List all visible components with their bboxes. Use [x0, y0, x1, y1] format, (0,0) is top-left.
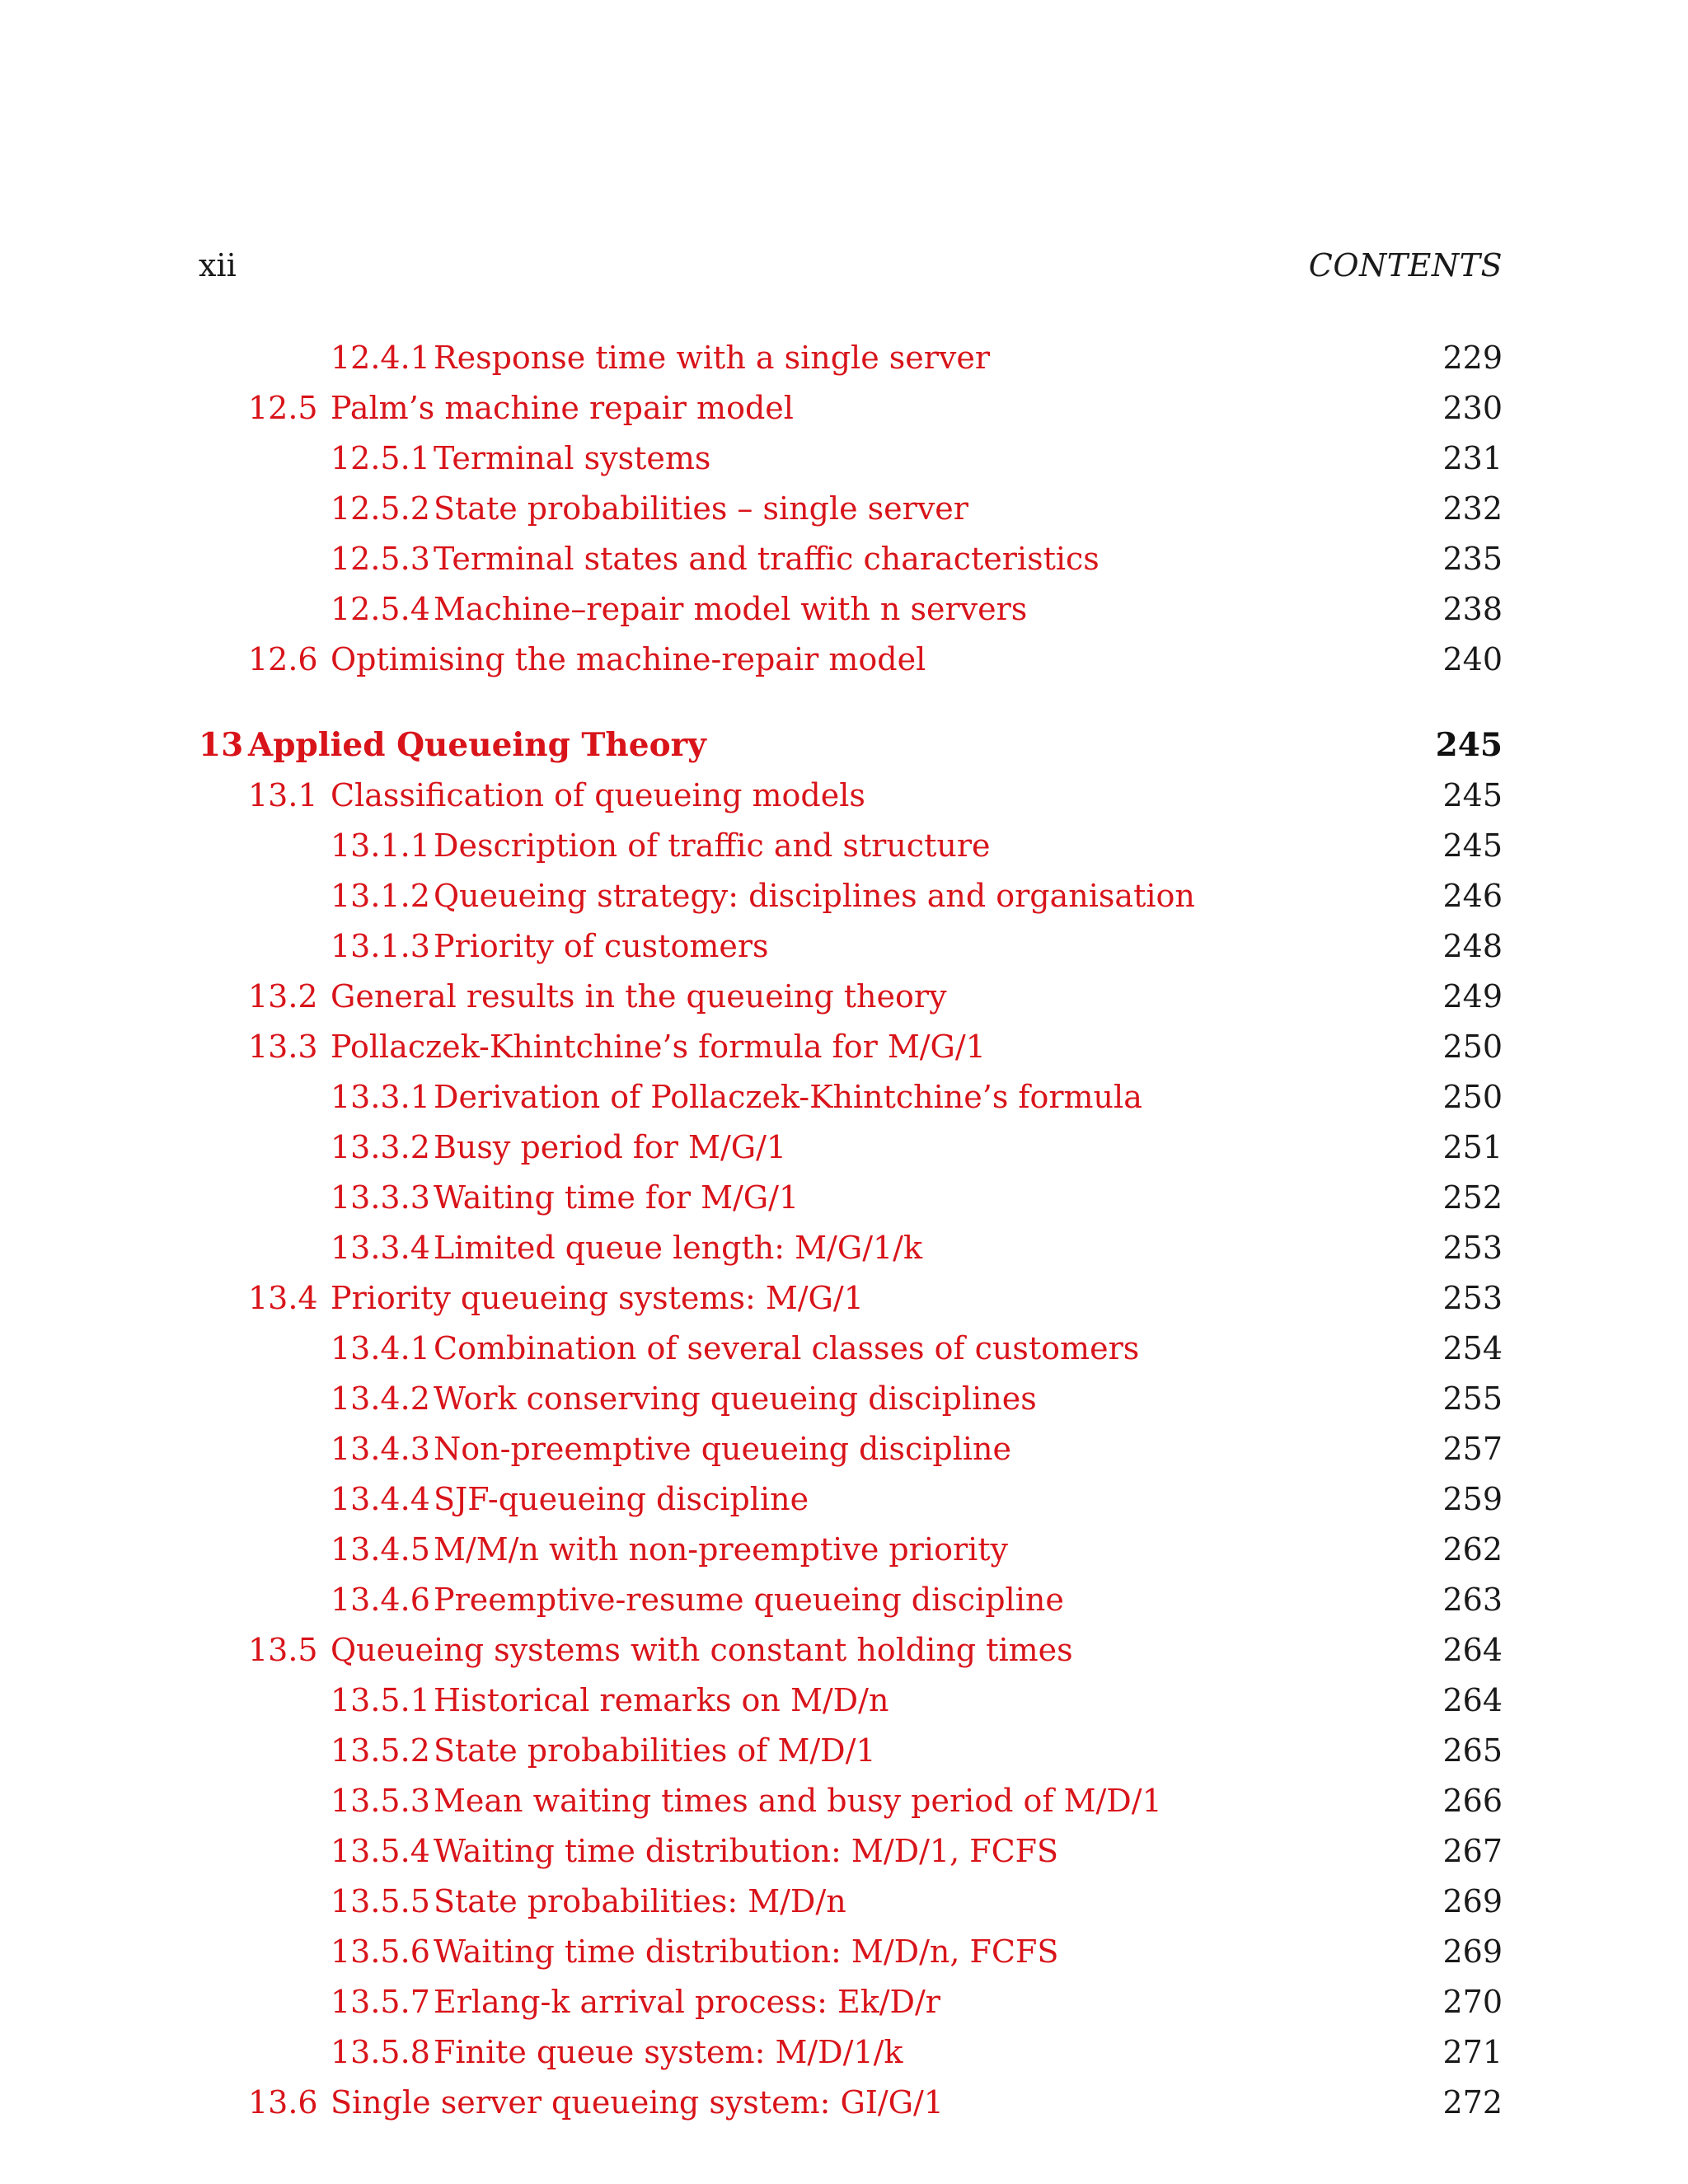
toc-entry[interactable]: [199, 484, 1503, 533]
toc-entry-title[interactable]: Priority of customers: [434, 928, 769, 964]
toc-entry-number: 13.1.3: [331, 928, 430, 964]
toc-entry-title[interactable]: Machine–repair model with n servers: [434, 591, 1028, 627]
toc-entry-title[interactable]: Finite queue system: M/D/1/k: [434, 2034, 903, 2070]
toc-entry-title[interactable]: Description of traffic and structure: [434, 827, 991, 864]
toc-entry-title[interactable]: Terminal systems: [434, 440, 711, 476]
toc-entry[interactable]: [199, 720, 1503, 770]
toc-entry-number: 13.6: [248, 2084, 318, 2121]
toc-entry-number: 12.4.1: [331, 340, 430, 376]
toc-entry-number: 13.5.5: [331, 1883, 430, 1919]
toc-entry[interactable]: [199, 333, 1503, 382]
toc-entry-number: 13.5.4: [331, 1833, 430, 1869]
toc-entry-number: 13.5.3: [331, 1783, 430, 1819]
toc-entry-number: 13.4.6: [331, 1582, 430, 1618]
toc-entry-page: 230: [1442, 390, 1503, 426]
toc-entry[interactable]: [199, 434, 1503, 483]
toc-entry-number: 13.3.4: [331, 1230, 430, 1266]
toc-entry-number: 13.4.4: [331, 1481, 430, 1517]
toc-entry[interactable]: [199, 1223, 1503, 1272]
toc-entry-number: 13.4: [248, 1280, 318, 1316]
toc-entry-page: 251: [1442, 1129, 1503, 1165]
toc-entry-title[interactable]: Single server queueing system: GI/G/1: [331, 2084, 944, 2121]
toc-entry-page: 245: [1442, 777, 1503, 813]
toc-entry-page: 257: [1442, 1431, 1503, 1467]
toc-entry-page: 235: [1442, 541, 1503, 577]
toc-entry[interactable]: [199, 1474, 1503, 1524]
toc-entry-page: 264: [1442, 1682, 1503, 1718]
toc-entry[interactable]: [199, 871, 1503, 921]
toc-entry-number: 13.4.3: [331, 1431, 430, 1467]
toc-entry[interactable]: [199, 1776, 1503, 1825]
toc-entry-title[interactable]: Response time with a single server: [434, 340, 991, 376]
toc-entry-title[interactable]: Mean waiting times and busy period of M/D/1: [434, 1783, 1162, 1819]
toc-entry-title[interactable]: Terminal states and traffic characteristics: [434, 541, 1100, 577]
toc-entry-number: 13.5.7: [331, 1984, 430, 2020]
toc-entry-page: 262: [1442, 1531, 1503, 1568]
toc-entry-number: 13.5.2: [331, 1732, 430, 1769]
toc-entry-page: 229: [1442, 340, 1503, 376]
toc-entry-number: 13.1: [248, 777, 318, 813]
toc-entry-number: 13.5.1: [331, 1682, 430, 1718]
toc-entry[interactable]: [199, 2078, 1503, 2127]
toc-entry-number: 12.5.3: [331, 541, 430, 577]
toc-entry-page: 252: [1442, 1179, 1503, 1216]
toc-entry-page: 272: [1442, 2084, 1503, 2121]
toc-entry[interactable]: [199, 635, 1503, 684]
toc-entry-page: 254: [1442, 1330, 1503, 1366]
toc-entry-page: 231: [1442, 440, 1503, 476]
toc-entry[interactable]: [199, 1424, 1503, 1474]
toc-entry-title[interactable]: Derivation of Pollaczek-Khintchine’s formula: [434, 1079, 1142, 1115]
toc-entry-title[interactable]: Limited queue length: M/G/1/k: [434, 1230, 923, 1266]
toc-entry-page: 269: [1442, 1883, 1503, 1919]
toc-entry-number: 13.1.2: [331, 878, 430, 914]
toc-entry-number: 13.3.1: [331, 1079, 430, 1115]
toc-entry-number: 12.6: [248, 641, 318, 677]
toc-entry-number: 12.5: [248, 390, 318, 426]
toc-entry-page: 265: [1442, 1732, 1503, 1769]
toc-entry-title[interactable]: Pollaczek-Khintchine’s formula for M/G/1: [331, 1029, 986, 1065]
toc-entry-number: 13.5.6: [331, 1933, 430, 1970]
toc-entry[interactable]: [199, 821, 1503, 870]
toc-entry[interactable]: [199, 1324, 1503, 1373]
toc-entry-title[interactable]: Optimising the machine-repair model: [331, 641, 926, 677]
toc-entry-page: 259: [1442, 1481, 1503, 1517]
page-number-roman: xii: [199, 247, 237, 284]
toc-entry-number: 13: [199, 726, 244, 764]
toc-entry-title[interactable]: Queueing systems with constant holding times: [331, 1632, 1073, 1668]
toc-entry[interactable]: [199, 1575, 1503, 1624]
toc-entry-page: 250: [1442, 1029, 1503, 1065]
toc-entry[interactable]: [199, 771, 1503, 820]
toc-entry[interactable]: [199, 1675, 1503, 1725]
toc-entry-page: 269: [1442, 1933, 1503, 1970]
toc-entry-title[interactable]: State probabilities – single server: [434, 490, 968, 527]
toc-entry-number: 13.3: [248, 1029, 318, 1065]
toc-entry[interactable]: [199, 534, 1503, 583]
toc-entry[interactable]: [199, 1927, 1503, 1976]
toc-entry-page: 250: [1442, 1079, 1503, 1115]
toc-entry-title[interactable]: Queueing strategy: disciplines and organisation: [434, 878, 1195, 914]
toc-entry-number: 13.4.5: [331, 1531, 430, 1568]
toc-entry-title[interactable]: Busy period for M/G/1: [434, 1129, 787, 1165]
toc-entry-number: 13.4.1: [331, 1330, 430, 1366]
toc-entry-page: 245: [1435, 726, 1503, 764]
toc-entry-page: 264: [1442, 1632, 1503, 1668]
toc-entry-page: 249: [1442, 978, 1503, 1015]
toc-entry-page: 267: [1442, 1833, 1503, 1869]
toc-entry-title[interactable]: Waiting time for M/G/1: [434, 1179, 799, 1216]
toc-entry[interactable]: [199, 1877, 1503, 1926]
toc-entry-title[interactable]: Priority queueing systems: M/G/1: [331, 1280, 864, 1316]
toc-entry-page: 253: [1442, 1230, 1503, 1266]
toc-entry-title[interactable]: Combination of several classes of customers: [434, 1330, 1140, 1366]
toc-entry-title[interactable]: State probabilities: M/D/n: [434, 1883, 846, 1919]
toc-entry-page: 266: [1442, 1783, 1503, 1819]
toc-entry-number: 13.1.1: [331, 827, 430, 864]
toc-entry-page: 232: [1442, 490, 1503, 527]
toc-entry-page: 270: [1442, 1984, 1503, 2020]
toc-entry-title[interactable]: Applied Queueing Theory: [248, 726, 706, 764]
toc-entry-title[interactable]: Work conserving queueing disciplines: [434, 1380, 1037, 1417]
toc-entry[interactable]: [199, 383, 1503, 433]
toc-entry[interactable]: [199, 1022, 1503, 1071]
toc-entry[interactable]: [199, 1374, 1503, 1423]
toc-entry-title[interactable]: Palm’s machine repair model: [331, 390, 794, 426]
toc-entry[interactable]: [199, 1625, 1503, 1675]
toc-entry-number: 13.4.2: [331, 1380, 430, 1417]
running-head-title: CONTENTS: [1308, 247, 1503, 284]
toc-entry-number: 13.2: [248, 978, 318, 1015]
toc-entry-number: 12.5.4: [331, 591, 430, 627]
toc-entry[interactable]: [199, 1122, 1503, 1172]
toc-entry-title[interactable]: SJF-queueing discipline: [434, 1481, 809, 1517]
toc-entry[interactable]: [199, 1273, 1503, 1323]
toc-entry-title[interactable]: Non-preemptive queueing discipline: [434, 1431, 1012, 1467]
toc-entry[interactable]: [199, 972, 1503, 1021]
toc-entry-number: 13.5: [248, 1632, 318, 1668]
toc-entry-page: 246: [1442, 878, 1503, 914]
toc-entry-page: 248: [1442, 928, 1503, 964]
toc-entry-page: 255: [1442, 1380, 1503, 1417]
running-head: [199, 247, 1503, 293]
toc-entry-number: 13.5.8: [331, 2034, 430, 2070]
toc-entry[interactable]: [199, 1726, 1503, 1775]
toc-entry-number: 13.3.2: [331, 1129, 430, 1165]
toc-entry-title[interactable]: Classification of queueing models: [331, 777, 865, 813]
toc-entry-page: 271: [1442, 2034, 1503, 2070]
toc-entry-title[interactable]: Preemptive-resume queueing discipline: [434, 1582, 1064, 1618]
toc-entry-title[interactable]: Waiting time distribution: M/D/n, FCFS: [434, 1933, 1059, 1970]
toc-entry[interactable]: [199, 2027, 1503, 2077]
toc-entry-number: 12.5.2: [331, 490, 430, 527]
toc-entry-title[interactable]: Erlang-k arrival process: Ek/D/r: [434, 1984, 940, 2020]
toc-entry-title[interactable]: Historical remarks on M/D/n: [434, 1682, 889, 1718]
toc-entry-page: 240: [1442, 641, 1503, 677]
toc-entry-page: 238: [1442, 591, 1503, 627]
toc-entry[interactable]: [199, 1173, 1503, 1222]
toc-entry-title[interactable]: M/M/n with non-preemptive priority: [434, 1531, 1009, 1568]
toc-entry-title[interactable]: General results in the queueing theory: [331, 978, 947, 1015]
toc-entry-page: 263: [1442, 1582, 1503, 1618]
toc-entry[interactable]: [199, 1826, 1503, 1876]
toc-entry[interactable]: [199, 1072, 1503, 1122]
toc-entry[interactable]: [199, 1525, 1503, 1574]
toc-entry[interactable]: [199, 584, 1503, 634]
toc-entry[interactable]: [199, 1977, 1503, 2027]
toc-entry-page: 245: [1442, 827, 1503, 864]
toc-entry-number: 13.3.3: [331, 1179, 430, 1216]
toc-entry-page: 253: [1442, 1280, 1503, 1316]
toc-entry-title[interactable]: State probabilities of M/D/1: [434, 1732, 876, 1769]
toc-entry[interactable]: [199, 921, 1503, 971]
toc-entry-number: 12.5.1: [331, 440, 430, 476]
toc-entry-title[interactable]: Waiting time distribution: M/D/1, FCFS: [434, 1833, 1059, 1869]
